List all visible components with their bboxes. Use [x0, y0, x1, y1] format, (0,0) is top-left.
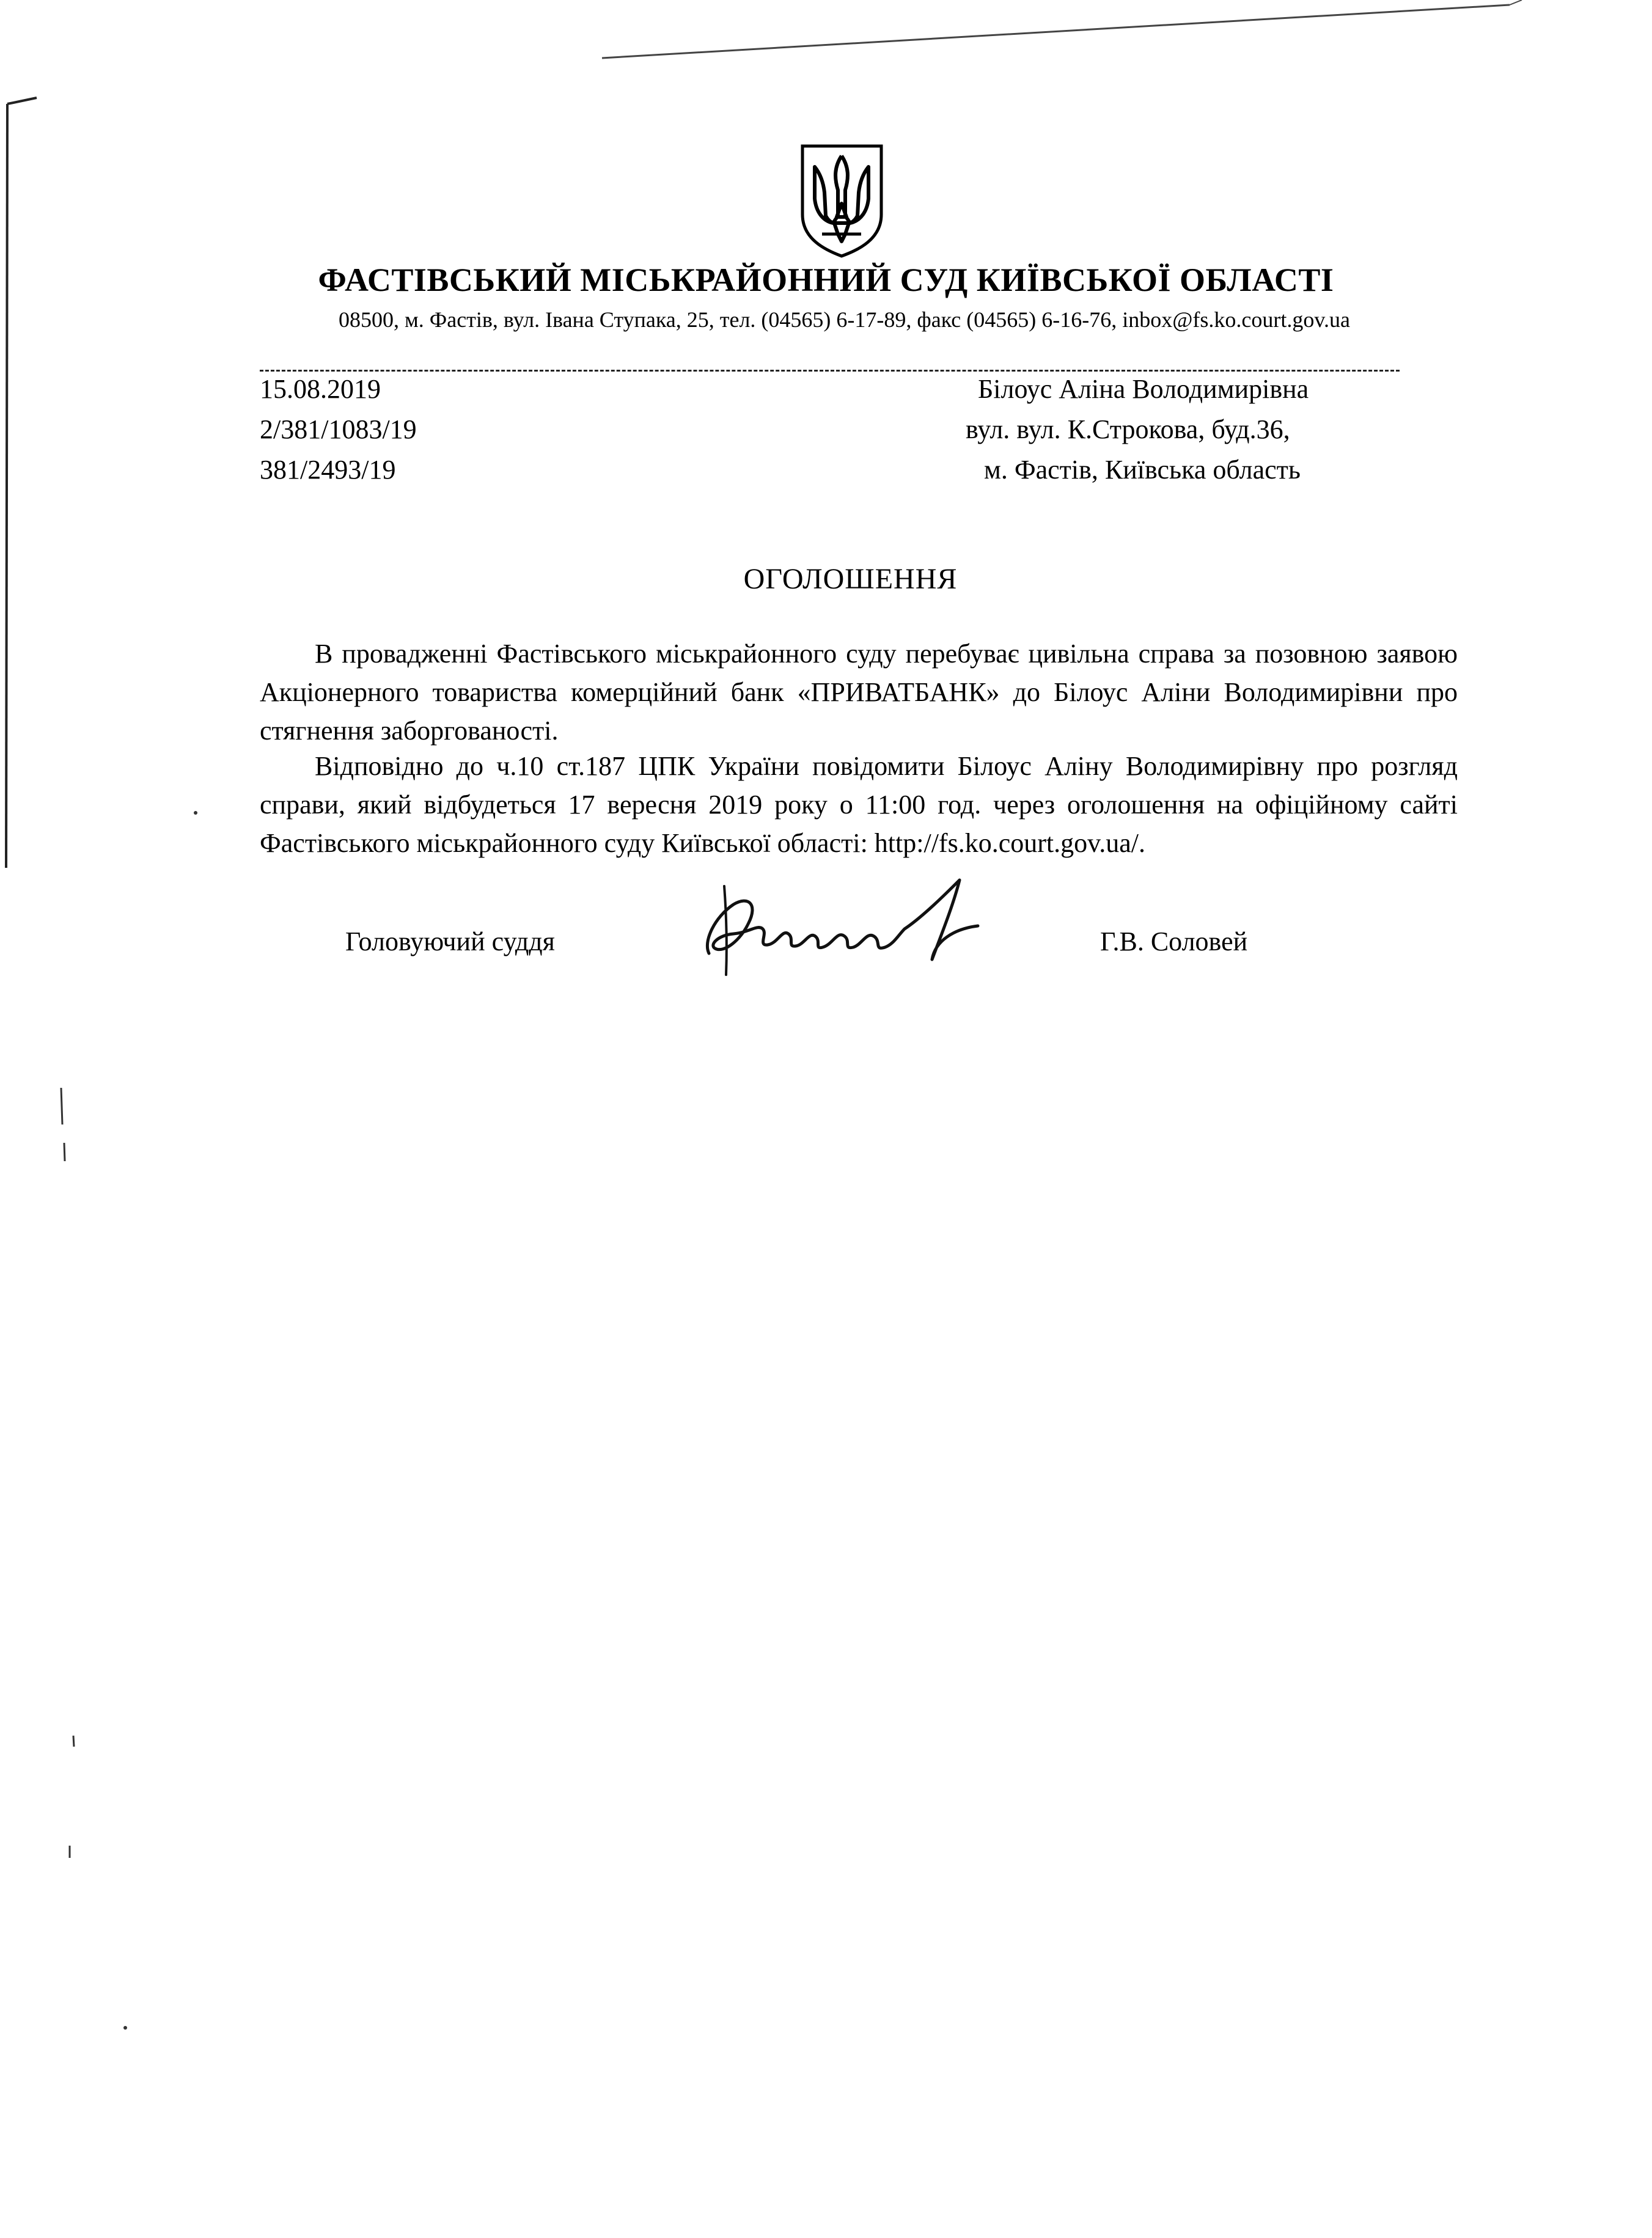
document-meta — [260, 369, 417, 490]
document-date: 15.08.2019 — [260, 374, 381, 404]
coat-of-arms-trident-icon — [798, 142, 886, 259]
body-paragraph: Відповідно до ч.10 ст.187 ЦПК України повідомити Білоус Аліну Володимирівну про розгляд справи, який відбудеться 17 вересня 2019 року о 11:00 год. через оголошення на офіційному сайті Фастівського міськрайонного суду Київської області: http://fs.ko.court.gov.ua/. — [260, 751, 1458, 858]
court-name: ФАСТІВСЬКИЙ МІСЬКРАЙОННИЙ СУД КИЇВСЬКОЇ ОБЛАСТІ — [318, 262, 1334, 298]
recipient-name: Білоус Аліна Володимирівна — [978, 374, 1309, 404]
recipient-block — [953, 369, 1309, 490]
court-address: 08500, м. Фастів, вул. Івана Ступака, 25, тел. (04565) 6-17-89, факс (04565) 6-16-76, inbox@fs.ko.court.gov.ua — [339, 307, 1350, 332]
body-paragraph: В провадженні Фастівського міськрайонного суду перебуває цивільна справа за позовною заявою Акціонерного товариства комерційний банк «ПРИВАТБАНК» до Білоус Аліни Володимирівни про стягнення заборгованості. — [260, 639, 1458, 746]
recipient-street: вул. вул. К.Строкова, буд.36, — [966, 414, 1290, 444]
document-title: ОГОЛОШЕННЯ — [743, 563, 958, 595]
handwritten-signature-icon — [691, 868, 996, 990]
case-number: 381/2493/19 — [260, 455, 396, 485]
judge-role: Головуючий суддя — [345, 926, 555, 956]
judge-name: Г.В. Соловей — [1100, 926, 1248, 956]
reference-number: 2/381/1083/19 — [260, 414, 417, 444]
recipient-city: м. Фастів, Київська область — [984, 455, 1301, 485]
